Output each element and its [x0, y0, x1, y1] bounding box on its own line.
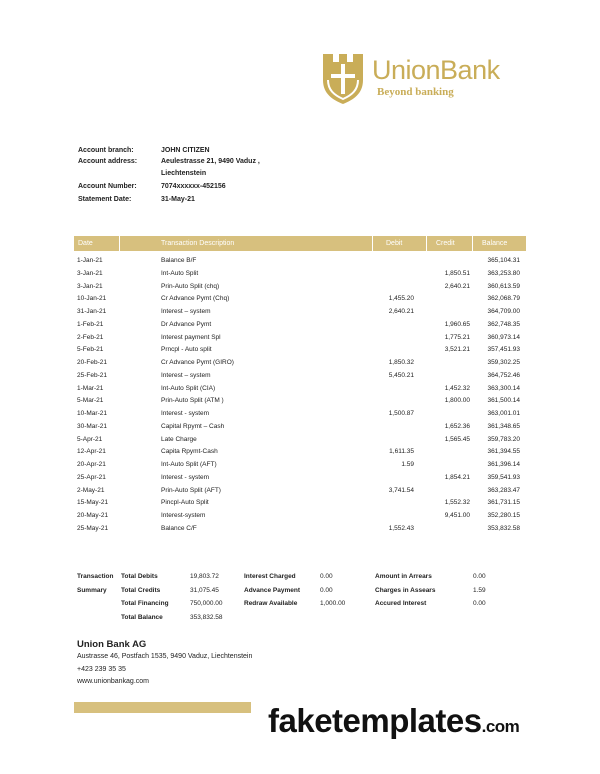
cell-balance: 359,783.20 — [487, 435, 520, 443]
cell-balance: 361,348.65 — [487, 422, 520, 430]
cell-credit: 1,960.65 — [444, 320, 470, 328]
amount-in-arrears-label: Amount in Arrears — [375, 573, 432, 580]
cell-date: 25-Feb-21 — [77, 371, 107, 379]
cell-desc: Int-Auto Split (CIA) — [161, 384, 216, 392]
accrued-interest-label: Accured Interest — [375, 600, 427, 607]
cell-credit: 1,775.21 — [444, 333, 470, 341]
statement-date-label: Statement Date: — [78, 196, 132, 203]
cell-date: 15-May-21 — [77, 499, 109, 507]
table-row — [74, 421, 526, 433]
cell-balance: 359,541.93 — [487, 473, 520, 481]
account-branch-value: JOHN CITIZEN — [161, 147, 210, 154]
brand-name: UnionBank — [372, 55, 500, 85]
advance-payment-label: Advance Payment — [244, 587, 300, 594]
table-row — [74, 383, 526, 395]
header-date: Date — [78, 240, 93, 247]
cell-date: 31-Jan-21 — [77, 308, 107, 315]
summary-label-line2: Summary — [77, 587, 107, 594]
cell-date: 2-Feb-21 — [77, 333, 104, 341]
cell-date: 3-Jan-21 — [77, 282, 103, 290]
cell-desc: Prncpl - Auto split — [161, 346, 212, 354]
interest-charged-label: Interest Charged — [244, 573, 296, 580]
cell-balance: 363,253.80 — [487, 269, 520, 277]
cell-credit: 1,552.32 — [444, 499, 470, 507]
cell-date: 5-Feb-21 — [77, 346, 104, 354]
charges-in-arrears-label: Charges in Assears — [375, 587, 436, 594]
table-row — [74, 395, 526, 407]
table-row — [74, 485, 526, 497]
header-balance: Balance — [482, 240, 508, 247]
total-debits-value: 19,803.72 — [190, 573, 219, 580]
cell-date: 20-May-21 — [77, 512, 109, 519]
cell-desc: Int-Auto Split (AFT) — [161, 461, 217, 468]
account-address-line1: Aeulestrasse 21, 9490 Vaduz , — [161, 158, 260, 165]
total-financing-label: Total Financing — [121, 600, 169, 607]
cell-balance: 363,300.14 — [487, 384, 520, 392]
cell-desc: Prin-Auto Split (chq) — [161, 282, 220, 290]
cell-desc: Interest – system — [161, 371, 211, 379]
cell-date: 30-Mar-21 — [77, 422, 107, 430]
cell-balance: 361,394.55 — [487, 448, 520, 456]
cell-debit: 3,741.54 — [388, 486, 414, 494]
header-description: Transaction Description — [161, 240, 235, 247]
table-row — [74, 268, 526, 280]
header-debit: Debit — [386, 240, 403, 247]
watermark — [268, 702, 519, 740]
cell-date: 1-Jan-21 — [77, 257, 103, 264]
cell-credit: 2,640.21 — [444, 282, 470, 290]
cell-desc: Interest – system — [161, 308, 211, 315]
cell-debit: 1,552.43 — [388, 524, 414, 532]
cell-credit: 1,565.45 — [444, 435, 470, 443]
cell-desc: Interest payment Spl — [161, 333, 221, 341]
cell-desc: Cr Advance Pymt (GIRO) — [161, 359, 234, 366]
cell-desc: Pincpl-Auto Split — [161, 499, 209, 507]
total-financing-value: 750,000.00 — [190, 600, 223, 607]
cell-balance: 353,832.58 — [487, 524, 520, 532]
footer-gold-bar — [74, 702, 251, 713]
table-row — [74, 319, 526, 331]
total-debits-label: Total Debits — [121, 573, 158, 580]
cell-desc: Balance C/F — [161, 524, 197, 532]
table-row — [74, 446, 526, 458]
cell-desc: Interest-system — [161, 512, 206, 519]
cell-debit: 1,500.87 — [388, 410, 414, 417]
cell-debit: 1,611.35 — [389, 448, 414, 456]
table-row — [74, 408, 526, 420]
cell-desc: Interest - system — [161, 410, 210, 417]
brand-tagline: Beyond banking — [377, 86, 454, 98]
statement-date-value: 31-May-21 — [161, 196, 195, 203]
cell-date: 2-May-21 — [77, 486, 105, 494]
cell-debit: 1.59 — [401, 461, 414, 468]
table-row — [74, 357, 526, 369]
cell-balance: 364,752.46 — [487, 371, 520, 379]
cell-credit: 9,451.00 — [444, 512, 470, 519]
cell-date: 1-Mar-21 — [77, 384, 104, 392]
advance-payment-value: 0.00 — [320, 587, 333, 594]
account-address-line2: Liechtenstein — [161, 170, 207, 177]
summary-label-line1: Transaction — [77, 573, 114, 580]
cell-balance: 363,283.47 — [487, 486, 520, 494]
cell-balance: 364,709.00 — [487, 308, 520, 315]
cell-date: 25-Apr-21 — [77, 473, 106, 481]
cell-date: 10-Mar-21 — [77, 410, 107, 417]
cell-balance: 360,613.59 — [487, 282, 520, 290]
account-number-label: Account Number: — [78, 183, 137, 190]
cell-date: 20-Apr-21 — [77, 461, 106, 468]
table-row — [74, 332, 526, 344]
cell-desc: Int-Auto Split — [161, 269, 199, 277]
total-balance-label: Total Balance — [121, 614, 163, 621]
cell-desc: Capital Rpymt – Cash — [161, 422, 225, 430]
cell-desc: Interest - system — [161, 473, 210, 481]
cell-debit: 2,640.21 — [388, 308, 414, 315]
redraw-available-value: 1,000.00 — [320, 600, 346, 607]
header-credit: Credit — [436, 240, 455, 247]
total-credits-label: Total Credits — [121, 587, 161, 594]
cell-date: 12-Apr-21 — [77, 448, 106, 456]
cell-date: 25-May-21 — [77, 524, 109, 532]
cell-balance: 357,451.93 — [487, 346, 520, 354]
table-row — [74, 434, 526, 446]
cell-date: 5-Mar-21 — [77, 397, 104, 405]
table-row — [74, 344, 526, 356]
cell-credit: 1,850.51 — [444, 269, 470, 277]
cell-desc: Prin-Auto Split (ATM ) — [161, 397, 224, 405]
account-address-label: Account address: — [78, 158, 138, 165]
cell-date: 3-Jan-21 — [77, 269, 103, 277]
cell-balance: 352,280.15 — [487, 512, 520, 519]
table-row — [74, 281, 526, 293]
table-row — [74, 293, 526, 305]
cell-balance: 361,731.15 — [487, 499, 520, 507]
cell-date: 20-Feb-21 — [77, 359, 107, 366]
table-row — [74, 472, 526, 484]
cell-credit: 1,452.32 — [444, 384, 470, 392]
cell-balance: 362,748.35 — [487, 320, 520, 328]
footer-address: Austrasse 46, Postfach 1535, 9490 Vaduz, Liechtenstein — [77, 653, 253, 660]
account-branch-label: Account branch: — [78, 147, 134, 154]
cell-credit: 3,521.21 — [444, 346, 470, 354]
accrued-interest-value: 0.00 — [473, 600, 486, 607]
amount-in-arrears-value: 0.00 — [473, 573, 486, 580]
cell-date: 10-Jan-21 — [77, 295, 107, 303]
cell-debit: 5,450.21 — [388, 371, 414, 379]
total-credits-value: 31,075.45 — [190, 587, 219, 594]
table-row — [74, 459, 526, 471]
cell-balance: 360,973.14 — [487, 333, 520, 341]
table-row — [74, 497, 526, 509]
cell-credit: 1,800.00 — [444, 397, 470, 405]
cell-credit: 1,652.36 — [444, 422, 470, 430]
table-row — [74, 255, 526, 267]
cell-desc: Capita Rpymt-Cash — [161, 448, 218, 456]
transactions-table-header — [74, 236, 526, 251]
cell-desc: Late Charge — [161, 435, 197, 443]
total-balance-value: 353,832.58 — [190, 614, 223, 621]
cell-credit: 1,854.21 — [444, 473, 470, 481]
cell-balance: 365,104.31 — [487, 257, 520, 264]
table-row — [74, 523, 526, 535]
cell-date: 5-Apr-21 — [77, 435, 103, 443]
cell-balance: 363,001.01 — [487, 410, 520, 417]
cell-desc: Balance B/F — [161, 257, 197, 264]
cell-balance: 361,500.14 — [487, 397, 520, 405]
footer-website[interactable]: www.unionbankag.com — [77, 678, 149, 685]
account-number-value: 7074xxxxxx-452156 — [161, 183, 226, 190]
charges-in-arrears-value: 1.59 — [473, 587, 486, 594]
cell-balance: 361,396.14 — [487, 461, 520, 468]
cell-desc: Cr Advance Pymt (Chq) — [161, 295, 230, 303]
watermark-main: faketemplates — [268, 702, 482, 739]
table-row — [74, 306, 526, 318]
table-row — [74, 510, 526, 522]
table-row — [74, 370, 526, 382]
cell-balance: 359,302.25 — [487, 359, 520, 366]
cell-desc: Dr Advance Pymt — [161, 320, 212, 328]
watermark-suffix: .com — [481, 717, 520, 736]
cell-debit: 1,455.20 — [388, 295, 414, 303]
cell-date: 1-Feb-21 — [77, 320, 104, 328]
footer-phone: +423 239 35 35 — [77, 666, 126, 673]
interest-charged-value: 0.00 — [320, 573, 333, 580]
union-bank-logo-icon — [319, 50, 367, 106]
cell-desc: Prin-Auto Split (AFT) — [161, 486, 221, 494]
cell-balance: 362,068.79 — [487, 295, 520, 303]
footer-bank-name: Union Bank AG — [77, 639, 147, 650]
redraw-available-label: Redraw Available — [244, 600, 298, 607]
cell-debit: 1,850.32 — [388, 359, 414, 366]
